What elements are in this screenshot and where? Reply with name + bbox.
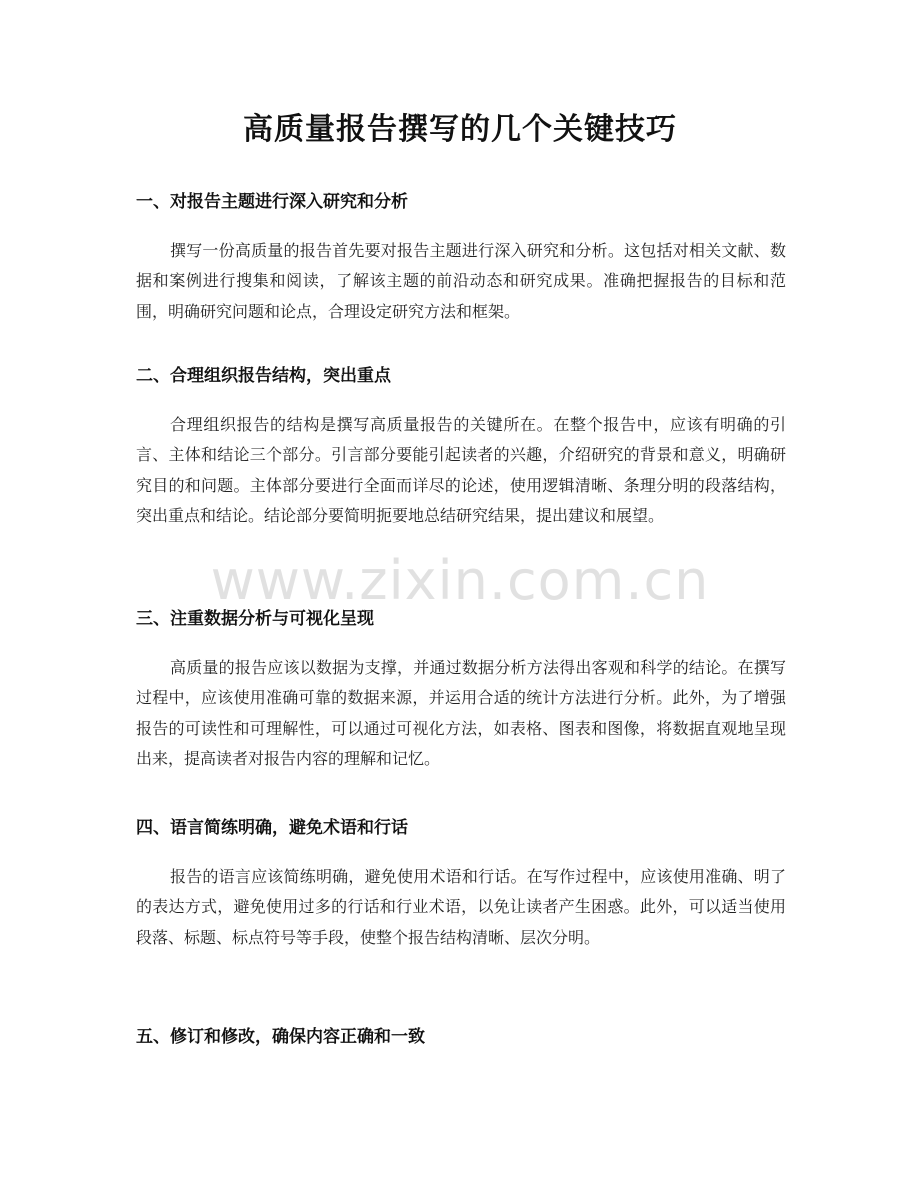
section-paragraph-1: 撰写一份高质量的报告首先要对报告主题进行深入研究和分析。这包括对相关文献、数据和案例进行搜集和阅读，了解该主题的前沿动态和研究成果。准确把握报告的目标和范围，明确研究问题和论点，合理设定研究方法和框架。 <box>136 241 786 321</box>
section-paragraph-3: 高质量的报告应该以数据为支撑，并通过数据分析方法得出客观和科学的结论。在撰写过程中，应该使用准确可靠的数据来源，并运用合适的统计方法进行分析。此外，为了增强报告的可读性和可理解性，可以通过可视化方法，如表格、图表和图像，将数据直观地呈现出来，提高读者对报告内容的理解和记忆。 <box>136 658 786 768</box>
document-title: 高质量报告撰写的几个关键技巧 <box>243 112 677 147</box>
watermark-text: www.zixin.com.cn <box>210 549 710 612</box>
section-heading-4: 四、语言简练明确，避免术语和行话 <box>136 818 408 838</box>
section-heading-1: 一、对报告主题进行深入研究和分析 <box>136 192 408 212</box>
section-heading-3: 三、注重数据分析与可视化呈现 <box>136 609 374 629</box>
section-paragraph-4: 报告的语言应该简练明确，避免使用术语和行话。在写作过程中，应该使用准确、明了的表达方式，避免使用过多的行话和行业术语，以免让读者产生困惑。此外，可以适当使用段落、标题、标点符号等手段，使整个报告结构清晰、层次分明。 <box>136 867 786 947</box>
section-paragraph-2: 合理组织报告的结构是撰写高质量报告的关键所在。在整个报告中，应该有明确的引言、主体和结论三个部分。引言部分要能引起读者的兴趣，介绍研究的背景和意义，明确研究目的和问题。主体部分要进行全面而详尽的论述，使用逻辑清晰、条理分明的段落结构，突出重点和结论。结论部分要简明扼要地总结研究结果，提出建议和展望。 <box>136 415 786 525</box>
section-heading-5: 五、修订和修改，确保内容正确和一致 <box>136 1027 425 1047</box>
section-heading-2: 二、合理组织报告结构，突出重点 <box>136 366 391 386</box>
